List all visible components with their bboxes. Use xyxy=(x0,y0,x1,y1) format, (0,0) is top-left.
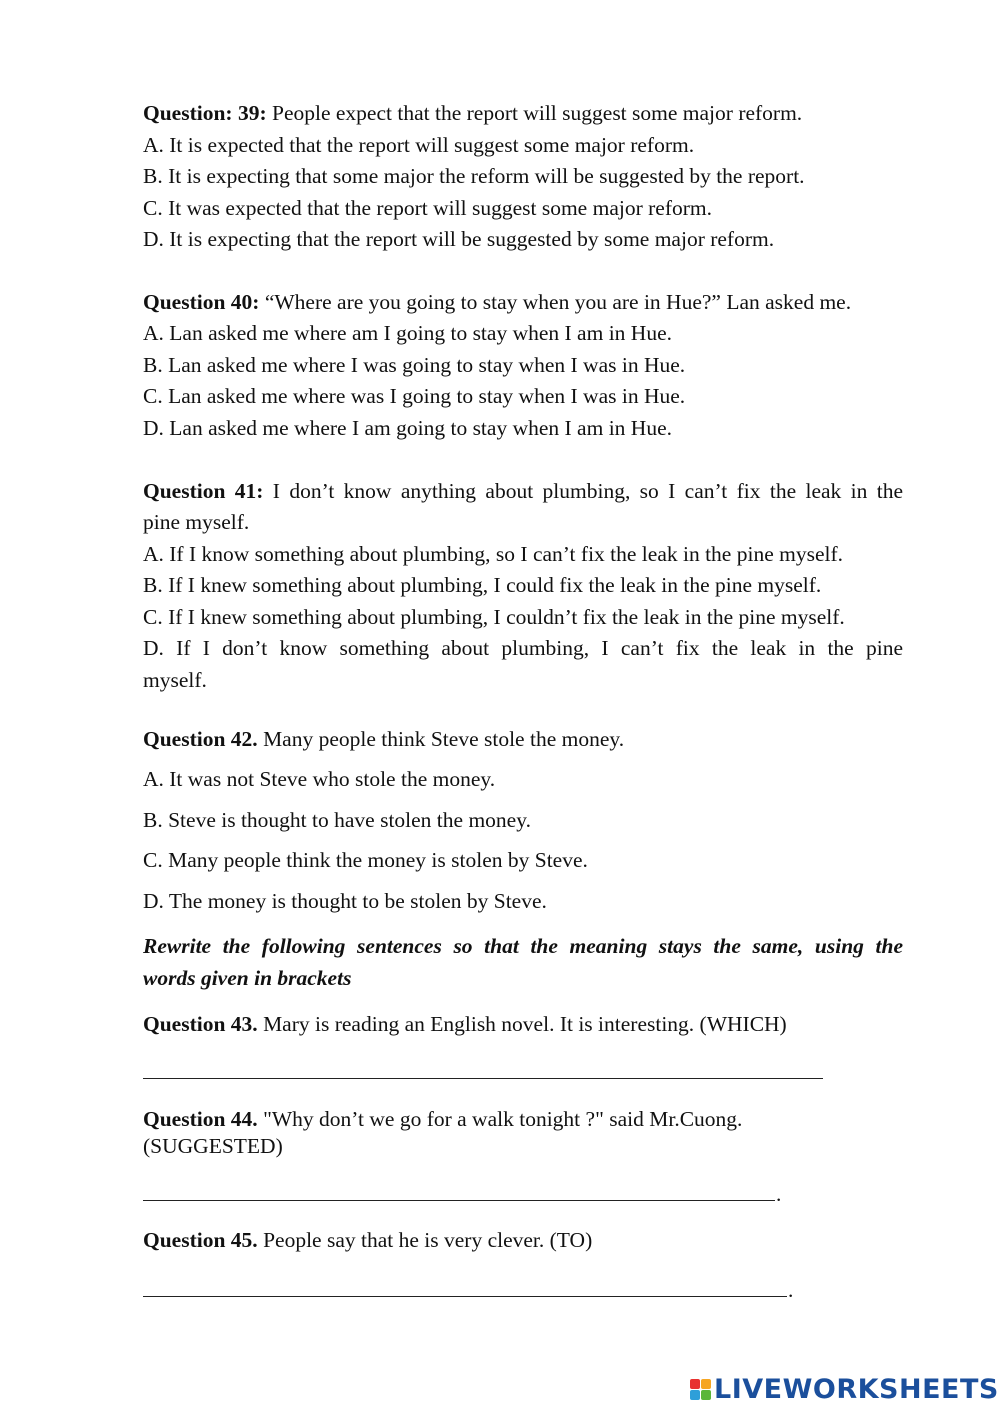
question-44-end-period: . xyxy=(776,1182,782,1206)
question-39-option-b: B. It is expecting that some major the reform will be suggested by the report. xyxy=(143,164,805,188)
question-41-label: Question 41: xyxy=(143,479,264,503)
question-41-option-d: D. If I don’t know something about plumbing, I can’t fix the leak in the pine xyxy=(143,636,903,660)
question-43-stem xyxy=(143,1014,787,1036)
rewrite-instruction: Rewrite the following sentences so that the meaning stays the same, using the xyxy=(143,934,903,958)
logo-mark-icon xyxy=(690,1379,711,1400)
question-40-option-a: A. Lan asked me where am I going to stay when I am in Hue. xyxy=(143,321,672,345)
question-43-text: Mary is reading an English novel. It is interesting. (WHICH) xyxy=(257,1012,787,1036)
question-40-option-b: B. Lan asked me where I was going to stay when I was in Hue. xyxy=(143,353,686,377)
question-44-text: "Why don’t we go for a walk tonight ?" said Mr.Cuong. xyxy=(257,1107,743,1131)
question-40-option-d: D. Lan asked me where I am going to stay when I am in Hue. xyxy=(143,416,672,440)
question-44-label: Question 44. xyxy=(143,1107,258,1131)
question-41-option-c: C. If I knew something about plumbing, I couldn’t fix the leak in the pine myself. xyxy=(143,605,845,629)
question-39-label: Question: 39: xyxy=(143,101,267,125)
question-39-stem xyxy=(143,103,802,125)
logo-mark-square-orange xyxy=(701,1379,711,1389)
question-45-end-period: . xyxy=(788,1278,794,1302)
rewrite-instruction-cont: words given in brackets xyxy=(143,966,352,990)
question-39-option-d: D. It is expecting that the report will be suggested by some major reform. xyxy=(143,227,775,251)
question-40-text: “Where are you going to stay when you are in Hue?” Lan asked me. xyxy=(259,290,852,314)
question-42-option-c: C. Many people think the money is stolen by Steve. xyxy=(143,848,588,872)
liveworksheets-logo xyxy=(690,1374,999,1404)
question-44-answer-line[interactable] xyxy=(143,1200,775,1201)
question-40-label: Question 40: xyxy=(143,290,260,314)
logo-mark-square-green xyxy=(701,1390,711,1400)
question-40-stem xyxy=(143,292,851,314)
question-45-answer-line[interactable] xyxy=(143,1296,787,1297)
question-42-text: Many people think Steve stole the money. xyxy=(257,727,625,751)
question-39-option-a: A. It is expected that the report will suggest some major reform. xyxy=(143,133,695,157)
question-41-option-d-cont: myself. xyxy=(143,668,207,692)
logo-mark-square-blue xyxy=(690,1390,700,1400)
question-41-stem xyxy=(143,481,903,503)
question-45-text: People say that he is very clever. (TO) xyxy=(257,1228,593,1252)
question-41-stem-cont: pine myself. xyxy=(143,510,250,534)
question-40-option-c: C. Lan asked me where was I going to stay when I was in Hue. xyxy=(143,384,686,408)
question-41-text: I don’t know anything about plumbing, so I can’t fix the leak in the xyxy=(263,479,903,503)
question-39-text: People expect that the report will suggest some major reform. xyxy=(266,101,803,125)
question-42-option-d: D. The money is thought to be stolen by Steve. xyxy=(143,889,547,913)
logo-mark-square-red xyxy=(690,1379,700,1389)
question-39-option-c: C. It was expected that the report will suggest some major reform. xyxy=(143,196,712,220)
question-44-stem xyxy=(143,1109,742,1131)
question-42-label: Question 42. xyxy=(143,727,258,751)
question-41-option-b: B. If I knew something about plumbing, I could fix the leak in the pine myself. xyxy=(143,573,822,597)
question-43-label: Question 43. xyxy=(143,1012,258,1036)
question-45-stem xyxy=(143,1230,592,1252)
question-42-option-a: A. It was not Steve who stole the money. xyxy=(143,767,496,791)
question-42-stem xyxy=(143,729,624,751)
question-43-answer-line[interactable] xyxy=(143,1078,823,1079)
question-42-option-b: B. Steve is thought to have stolen the money. xyxy=(143,808,531,832)
question-45-label: Question 45. xyxy=(143,1228,258,1252)
logo-text: LIVEWORKSHEETS xyxy=(714,1373,999,1405)
question-44-keyword: (SUGGESTED) xyxy=(143,1134,283,1158)
question-41-option-a: A. If I know something about plumbing, so I can’t fix the leak in the pine myself. xyxy=(143,542,844,566)
